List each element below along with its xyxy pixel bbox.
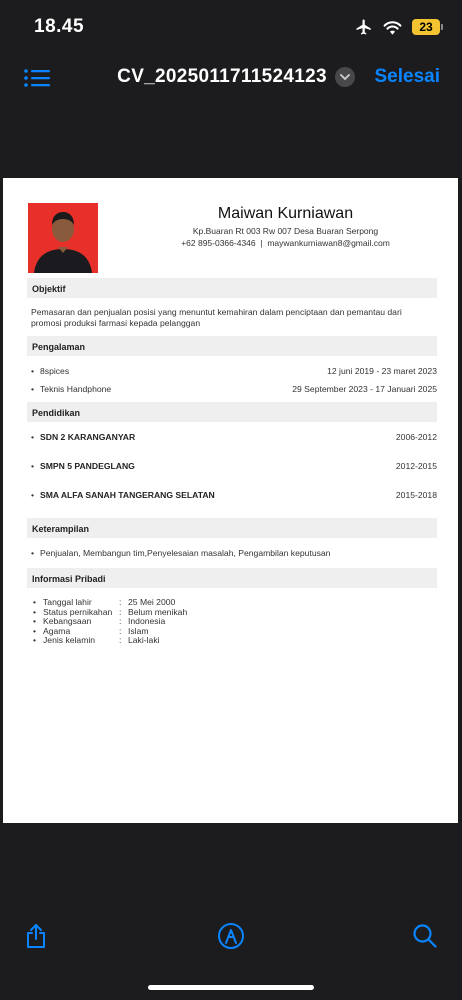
info-colon: :: [119, 616, 122, 627]
education-school: SMA ALFA SANAH TANGERANG SELATAN: [40, 490, 215, 500]
info-value: 25 Mei 2000: [128, 597, 176, 607]
info-colon: :: [119, 625, 122, 636]
bullet: •: [31, 366, 35, 376]
bullet: •: [33, 616, 37, 627]
status-bar: [0, 0, 462, 56]
bullet: •: [33, 597, 37, 607]
info-colon: :: [119, 597, 122, 607]
section-experience: Pengalaman: [27, 336, 437, 356]
info-value: Laki-laki: [128, 635, 160, 646]
section-personal-info: Informasi Pribadi: [27, 568, 437, 588]
experience-date: 12 juni 2019 - 23 maret 2023: [327, 366, 437, 376]
done-button[interactable]: Selesai: [374, 66, 440, 87]
section-objective: Objektif: [27, 278, 437, 298]
info-value: Islam: [128, 625, 149, 636]
cv-contact: [3, 238, 458, 248]
status-icons: [355, 18, 440, 36]
personal-info-row: [33, 636, 293, 646]
info-key: Tanggal lahir: [43, 597, 92, 607]
document-title[interactable]: CV_2025011711524123: [117, 66, 327, 87]
info-key: Status pernikahan: [43, 606, 113, 617]
cv-email: maywankurniawan8@gmail.com: [267, 238, 390, 248]
personal-info-row: [33, 617, 293, 627]
education-years: 2012-2015: [395, 461, 437, 471]
info-key: Jenis kelamin: [43, 635, 96, 646]
section-skills: Keterampilan: [27, 518, 437, 538]
info-value: Belum menikah: [128, 606, 188, 617]
education-row: [31, 432, 437, 444]
personal-info-list: [33, 598, 293, 646]
cv-phone: +62 895-0366-4346: [181, 238, 256, 248]
education-school: SMPN 5 PANDEGLANG: [40, 461, 135, 471]
skill-row: [31, 548, 437, 560]
bullet: •: [33, 606, 37, 617]
markup-pen-icon[interactable]: [217, 922, 245, 950]
education-school: SDN 2 KARANGANYAR: [40, 432, 136, 442]
document-page: [3, 178, 458, 823]
bullet: •: [31, 548, 35, 558]
info-key: Agama: [43, 625, 71, 636]
education-years: 2006-2012: [395, 432, 437, 442]
info-value: Indonesia: [128, 616, 166, 627]
section-education: Pendidikan: [27, 402, 437, 422]
skill-text: Penjualan, Membangun tim,Penyelesaian masalah, Pengambilan keputusan: [40, 548, 331, 558]
bullet: •: [31, 432, 35, 442]
home-indicator: [148, 985, 314, 990]
airplane-icon: [355, 18, 373, 36]
battery-icon: 23: [412, 19, 440, 35]
bullet: •: [31, 384, 35, 394]
search-icon[interactable]: [411, 922, 439, 950]
info-colon: :: [119, 606, 122, 617]
cv-address: Kp.Buaran Rt 003 Rw 007 Desa Buaran Serpong: [192, 226, 379, 236]
bullet: •: [33, 625, 37, 636]
nav-bar: [0, 56, 462, 102]
education-years: 2015-2018: [395, 490, 437, 500]
chevron-down-icon[interactable]: [335, 67, 355, 87]
share-icon[interactable]: [22, 922, 50, 950]
experience-row: [31, 384, 437, 396]
contact-separator: |: [260, 238, 263, 248]
info-key: Kebangsaan: [43, 616, 92, 627]
education-row: [31, 490, 437, 502]
bullet: •: [31, 490, 35, 500]
cv-name: Maiwan Kurniawan: [217, 205, 354, 222]
experience-date: 29 September 2023 - 17 Januari 2025: [292, 384, 437, 394]
bullet: •: [33, 635, 37, 646]
education-row: [31, 461, 437, 473]
wifi-icon: [383, 20, 402, 35]
experience-title: Teknis Handphone: [40, 384, 112, 394]
experience-row: [31, 366, 437, 378]
experience-title: 8spices: [40, 366, 70, 376]
bullet: •: [31, 461, 35, 471]
objective-text: Pemasaran dan penjualan posisi yang menuntut kemahiran dalam penciptaan dan pemantau dari promosi produksi farmasi kepada pelanggan: [31, 307, 402, 328]
status-time: 18.45: [34, 16, 85, 37]
info-colon: :: [119, 635, 122, 646]
